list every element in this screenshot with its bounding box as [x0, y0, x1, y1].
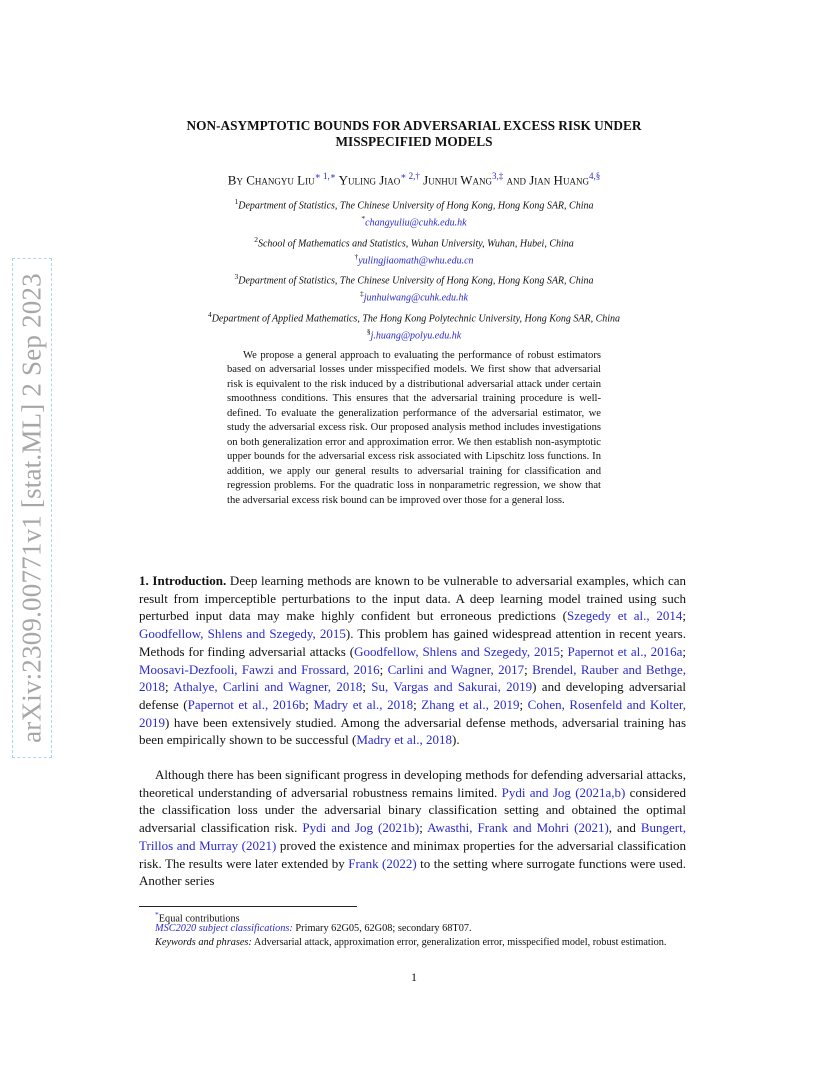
body-text-run: ; — [165, 679, 174, 695]
body-text-run: ; — [362, 679, 372, 695]
arxiv-identifier-text: arXiv:2309.00771v1 [stat.ML] 2 Sep 2023 — [16, 273, 47, 743]
footnote-msc — [139, 922, 686, 936]
msc-label-link[interactable]: MSC2020 subject classifications: — [155, 923, 293, 934]
body-text-run: Although there has been significant progress in developing methods for defending adversarial attacks, theoretical understanding of adversarial robustness remains limited. — [139, 767, 686, 800]
body-text-run: ; — [379, 661, 388, 677]
author-1-mark[interactable]: ∗ 1,∗ — [314, 171, 336, 181]
affiliation-number: 2 — [254, 235, 258, 244]
body-text-run: ; — [559, 643, 568, 659]
citation-link[interactable]: Su, Vargas and Sakurai, 2019 — [371, 679, 533, 695]
email-mark: * — [361, 214, 366, 224]
title-line-2: MISSPECIFIED MODELS — [335, 134, 493, 149]
by-word: By — [227, 172, 247, 188]
abstract: We propose a general approach to evaluating the performance of robust estimators based on adversarial losses under misspecified models. We first show that adversarial risk is equivalent to the risk induced by a distributional adversarial attack under certain smoothness conditions. This ensures that the adversarial training procedure is well-defined. To evaluate the generalization performance of the adversarial estimator, we study the adversarial excess risk. Our proposed analysis method includes investigations on both generalization error and approximation error. We then establish non-asymptotic upper bounds for the adversarial excess risk associated with Lipschitz loss functions. In addition, we apply our general results to adversarial training for classification and regression problems. For the quadratic loss in nonparametric regression, we show that the adversarial excess risk bound can be improved over those for a general loss. — [227, 350, 601, 506]
arxiv-identifier-stamp — [12, 258, 52, 758]
affiliation-number: 1 — [234, 197, 239, 206]
body-text-run: considered the classification loss under the adversarial binary classification setting and obtained the optimal adversarial classification risk. — [139, 784, 686, 836]
author-2-mark[interactable]: ∗ 2,† — [400, 171, 420, 181]
body-text-run: , and — [608, 820, 641, 836]
affiliation-email[interactable]: changyuliu@cuhk.edu.hk — [365, 217, 467, 229]
affiliation-1 — [120, 195, 708, 230]
body-text-run: ; — [413, 696, 422, 712]
author-3: Junhui Wang — [423, 172, 492, 188]
citation-link[interactable]: Moosavi-Dezfooli, Fawzi and Frossard, 2016 — [139, 661, 380, 677]
msc-text: Primary 62G05, 62G08; secondary 68T07. — [292, 923, 472, 934]
citation-link[interactable]: Carlini and Wagner, 2017 — [387, 661, 525, 677]
author-4-mark[interactable]: 4,§ — [588, 171, 601, 181]
email-mark: § — [366, 327, 371, 337]
body-text-run: proved the existence and minimax properties for the adversarial classification risk. The results were later extended by — [139, 837, 687, 871]
intro-paragraph-2 — [139, 766, 686, 890]
citation-link[interactable]: Goodfellow, Shlens and Szegedy, 2015 — [139, 626, 346, 642]
page-number: 1 — [411, 970, 417, 984]
author-3-mark[interactable]: 3,‡ — [492, 171, 504, 181]
body-text-run: ; — [682, 643, 686, 659]
body-text-run: ; — [682, 608, 686, 624]
affiliation-department: School of Mathematics and Statistics, Wuhan University, Wuhan, Hubei, China — [257, 238, 574, 250]
affiliation-email[interactable]: junhuiwang@cuhk.edu.hk — [363, 292, 468, 304]
body-text-run: ; — [519, 696, 528, 712]
footnote-rule — [139, 906, 357, 907]
intro-paragraph-1-text — [139, 573, 686, 747]
intro-paragraph-1 — [139, 572, 686, 749]
citation-link[interactable]: Goodfellow, Shlens and Szegedy, 2015 — [354, 643, 560, 659]
section-heading: 1. Introduction. — [139, 573, 227, 588]
affiliation-4 — [100, 308, 728, 343]
keywords-text: Adversarial attack, approximation error, generalization error, misspecified model, robust estimation. — [251, 937, 667, 948]
email-mark: † — [354, 252, 359, 262]
citation-link[interactable]: Frank (2022) — [348, 855, 417, 871]
email-mark: ‡ — [360, 289, 364, 299]
affiliation-email[interactable]: yulingjiaomath@whu.edu.cn — [358, 255, 474, 267]
body-text-run: ). This problem has gained widespread attention in recent years. Methods for finding adversarial attacks ( — [139, 626, 686, 659]
affiliation-number: 4 — [207, 310, 212, 319]
body-text-run: Deep learning methods are known to be vulnerable to adversarial examples, which can result from imperceptible perturbations to the input data. A deep learning model trained using such perturbed input data may make highly confident but erroneous predictions ( — [139, 573, 686, 624]
title-line-1: NON-ASYMPTOTIC BOUNDS FOR ADVERSARIAL EXCESS RISK UNDER — [186, 118, 642, 133]
citation-link[interactable]: Madry et al., 2018 — [313, 696, 414, 712]
affiliation-number: 3 — [234, 272, 239, 281]
citation-link[interactable]: Athalye, Carlini and Wagner, 2018 — [173, 679, 363, 695]
footnote-mark: * — [155, 910, 159, 919]
footnote-keywords — [139, 936, 686, 950]
citation-link[interactable]: Zhang et al., 2019 — [421, 696, 520, 712]
body-text-run: ). — [452, 732, 460, 748]
affiliation-2 — [120, 233, 708, 268]
citation-link[interactable]: Madry et al., 2018 — [356, 732, 452, 748]
affiliation-department: Department of Applied Mathematics, The Hong Kong Polytechnic University, Hong Kong SAR, China — [211, 313, 621, 325]
body-text-run: ) have been extensively studied. Among the adversarial defense methods, adversarial training has been empirically shown to be successful ( — [139, 714, 686, 748]
citation-link[interactable]: Pydi and Jog (2021a,b) — [501, 784, 626, 800]
citation-link[interactable]: Pydi and Jog (2021b) — [302, 820, 420, 836]
citation-link[interactable]: Cohen, Rosenfeld and Kolter, 2019 — [139, 696, 686, 730]
body-text-run: ; — [419, 820, 428, 836]
footnote-equal-text: Equal contributions — [158, 913, 240, 925]
and-word: and — [503, 172, 530, 188]
citation-link[interactable]: Papernot et al., 2016a — [567, 643, 683, 659]
body-text-run: to the setting where surrogate functions were used. Another series — [139, 855, 686, 889]
body-text-run: ) and developing adversarial defense ( — [139, 679, 686, 712]
affiliation-3 — [120, 270, 708, 305]
author-list — [100, 168, 728, 188]
author-4: Jian Huang — [529, 172, 589, 188]
citation-link[interactable]: Brendel, Rauber and Bethge, 2018 — [139, 661, 686, 695]
citation-link[interactable]: Szegedy et al., 2014 — [566, 608, 683, 624]
author-2: Yuling Jiao — [338, 172, 401, 188]
citation-link[interactable]: Awasthi, Frank and Mohri (2021) — [427, 820, 609, 836]
keywords-label: Keywords and phrases: — [155, 937, 252, 948]
author-1: Changyu Liu — [246, 172, 315, 188]
paper-title — [100, 118, 728, 150]
affiliation-department: Department of Statistics, The Chinese University of Hong Kong, Hong Kong SAR, China — [238, 200, 594, 212]
affiliation-department: Department of Statistics, The Chinese University of Hong Kong, Hong Kong SAR, China — [238, 275, 594, 287]
intro-paragraph-2-text — [139, 767, 686, 888]
citation-link[interactable]: Papernot et al., 2016b — [187, 696, 306, 712]
body-text-run: ; — [524, 661, 533, 677]
body-text-run: ; — [305, 696, 314, 712]
affiliation-email[interactable]: j.huang@polyu.edu.hk — [370, 330, 462, 342]
citation-link[interactable]: Bungert, Trillos and Murray (2021) — [139, 820, 686, 853]
